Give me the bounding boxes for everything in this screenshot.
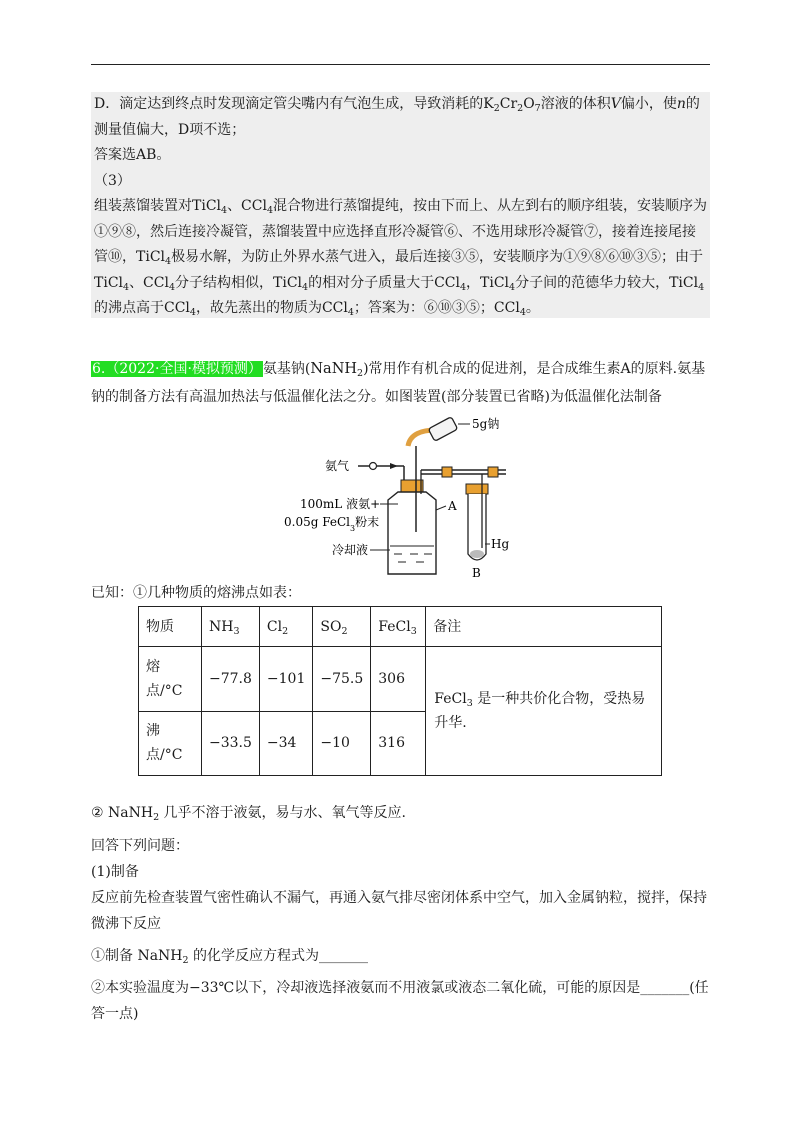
table-cell: −75.5 [313,647,371,712]
table-header-cell: $Cl_2$ [259,607,312,647]
label-liquid-2: 0.05g FeCl$_3$粉末 [284,515,380,533]
label-sodium: 5g钠 [472,417,500,431]
answer-line-d-cont: 测量值偏大，D项不选； [94,121,246,138]
part-1-heading: (1)制备 [91,864,139,880]
table-cell: −10 [313,711,371,776]
known-conditions-intro: 已知：①几种物质的熔沸点如表： [91,585,301,601]
answer-part-3-paragraph: 组装蒸馏装置对TiCl$_4$、CCl$_4$混合物进行蒸馏提纯，按由下而上、从左到右的顺序组装，安装顺序为①⑨⑧，然后连接冷凝管，蒸馏装置中应选择直形冷凝管⑥、不选用球形冷凝管⑦，接着连接尾接管⑩，TiCl$_4$极易水解，为防止外界水蒸气进入，最后连接③⑤，安装顺序为①⑨⑧⑥⑩③⑤；由于TiCl$_4$、CCl$_4$分子结构相似，TiCl$_4$的相对分子质量大于CCl$_4$，TiCl$_4$分子间的范德华力较大，TiCl$_4$的沸点高于CCl$_4$，故先蒸出的物质为CCl$_4$；答案为：⑥⑩③⑤；CCl$_4$。 [94,198,708,318]
preparation-text: 反应前先检查装置气密性确认不漏气，再通入氨气排尽密闭体系中空气，加入金属钠粒，搅拌，保持微沸下反应 [91,890,707,932]
label-coolant: 冷却液 [332,543,369,557]
answer-intro: 回答下列问题： [91,838,189,854]
question-body [91,800,710,1027]
table-header-cell: $SO_2$ [313,607,371,647]
answer-explanation-block [91,92,710,318]
question-number-tag[interactable]: 6.（2022·全国·模拟预测） [92,361,262,377]
table-header-cell: 物质 [139,607,202,647]
question-lead: 氨基钠 [262,361,305,377]
table-cell: −33.5 [202,711,260,776]
table-header-row [139,607,662,647]
table-row-label: 熔 点/°C [139,647,202,712]
header-rule [91,64,710,65]
sub-question-1: ①制备 NaNH$_2$ 的化学反应方程式为_______ [91,948,369,966]
answer-part-3: （3） [94,172,131,189]
known-condition-2: ② NaNH$_2$ 几乎不溶于液氨，易与水、氧气等反应. [91,805,407,823]
melting-boiling-table [138,606,662,776]
question-text: 常用作有机合成的促进剂，是合成维生素A的原料.氨基钠的制备方法有高温加热法与低温催化法之分。如图装置(部分装置已省略)为低温催化法制备 [91,361,706,405]
label-ammonia: 氨气 [325,459,350,473]
label-tube-b: B [472,566,481,580]
table-cell: 306 [371,647,426,712]
table-cell: 316 [371,711,426,776]
answer-choice: 答案选AB。 [94,147,171,163]
test-tube-b [466,474,488,560]
table-cell: −101 [259,647,312,712]
question-6-stem: 6.（2022·全国·模拟预测）氨基钠(NaNH$_2$)常用作有机合成的促进剂，是合成维生素A的原料.氨基钠的制备方法有高温加热法与低温催化法之分。如图装置(部分装置已省略)为低温催化法制备 [91,361,706,405]
sodium-feeder [408,417,470,446]
table-row-label: 沸 点/°C [139,711,202,776]
label-flask-a: A [448,499,457,513]
label-mercury: Hg [491,537,510,551]
apparatus-figure [270,414,550,582]
table-header-cell: FeCl$_3$ [371,607,426,647]
table-cell: −77.8 [202,647,260,712]
sub-question-2: ②本实验温度为−33℃以下，冷却液选择液氨而不用液氯或液态二氧化硫，可能的原因是_______(任答一点) [91,980,709,1022]
label-liquid-1: 100mL 液氨+ [300,497,381,511]
formula-nanh2: NaNH$_2$ [310,361,364,379]
answer-line-d: D．滴定达到终点时发现滴定管尖嘴内有气泡生成，导致消耗的$K_2Cr_2O_7$溶液的体积V偏小，使n的 [94,96,700,114]
table-header-cell: $NH_3$ [202,607,260,647]
table-row-melting [139,647,662,712]
reaction-flask-a [388,446,506,574]
table-cell: −34 [259,711,312,776]
table-note: FeCl$_3$ 是一种共价化合物，受热易升华. [426,647,662,776]
table-header-cell: 备注 [426,607,662,647]
